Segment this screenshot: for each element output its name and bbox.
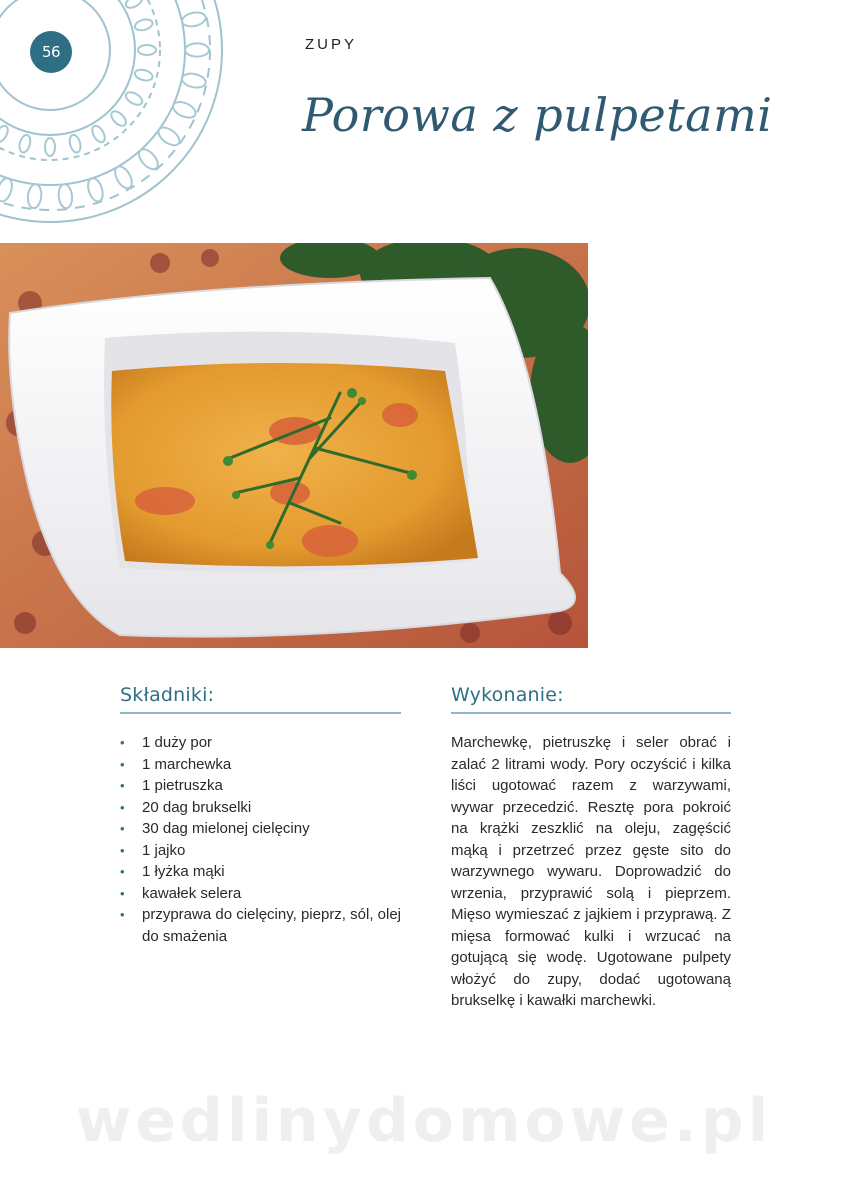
recipe-title: Porowa z pulpetami (302, 88, 773, 142)
ingredient-item: • 20 dag brukselki (120, 797, 401, 819)
bullet-dot-icon: • (120, 799, 125, 815)
bullet-dot-icon: • (120, 756, 125, 772)
method-heading: Wykonanie: (451, 684, 731, 714)
watermark: wedlinydomowe.pl (75, 1086, 773, 1156)
ingredient-item: • 30 dag mielonej cielęciny (120, 818, 401, 840)
ingredients-list (120, 732, 401, 947)
bullet-dot-icon: • (120, 778, 125, 793)
bullet-dot-icon: • (120, 885, 125, 901)
method-section (451, 684, 731, 1012)
ingredients-heading: Składniki: (120, 684, 401, 714)
bullet-dot-icon: • (120, 907, 125, 922)
ingredient-item: • 1 jajko (120, 840, 401, 862)
ingredient-item: • 1 marchewka (120, 754, 401, 776)
page-number: 56 (30, 31, 72, 73)
ingredient-item: • 1 łyżka mąki (120, 861, 401, 883)
mandala-ornament-icon (0, 0, 230, 230)
ingredient-item: • kawałek selera (120, 883, 401, 905)
bullet-dot-icon: • (120, 842, 125, 858)
soup-photo (0, 243, 588, 648)
bullet-dot-icon: • (120, 735, 125, 750)
bullet-dot-icon: • (120, 821, 125, 836)
ingredient-item: • 1 pietruszka (120, 775, 401, 797)
section-label: ZUPY (305, 36, 358, 53)
ingredient-item: • przyprawa do cielęciny, pieprz, sól, olej do smażenia (120, 906, 402, 945)
bullet-dot-icon: • (120, 864, 125, 879)
ingredient-item: • 1 duży por (120, 732, 401, 754)
ingredients-section (120, 684, 401, 947)
method-text: Marchewkę, pietruszkę i seler obrać i zalać 2 litrami wody. Pory oczyścić i kilka liści ugotować razem z warzywami, wywar przecedzić. Resztę pora pokroić na krążki zeszklić na oleju, zagęścić mąką i przetrzeć przez gęste sito do warzywnego wywaru. Doprowadzić do wrzenia, przyprawić solą i pieprzem. Mięso wymieszać z jajkiem i przyprawą. Z mięsa formować kulki i wrzucać na gotującą się wodę. Ugotowane pulpety włożyć do zupy, dodać ugotowaną brukselkę i kawałki marchewki. (451, 734, 731, 1009)
